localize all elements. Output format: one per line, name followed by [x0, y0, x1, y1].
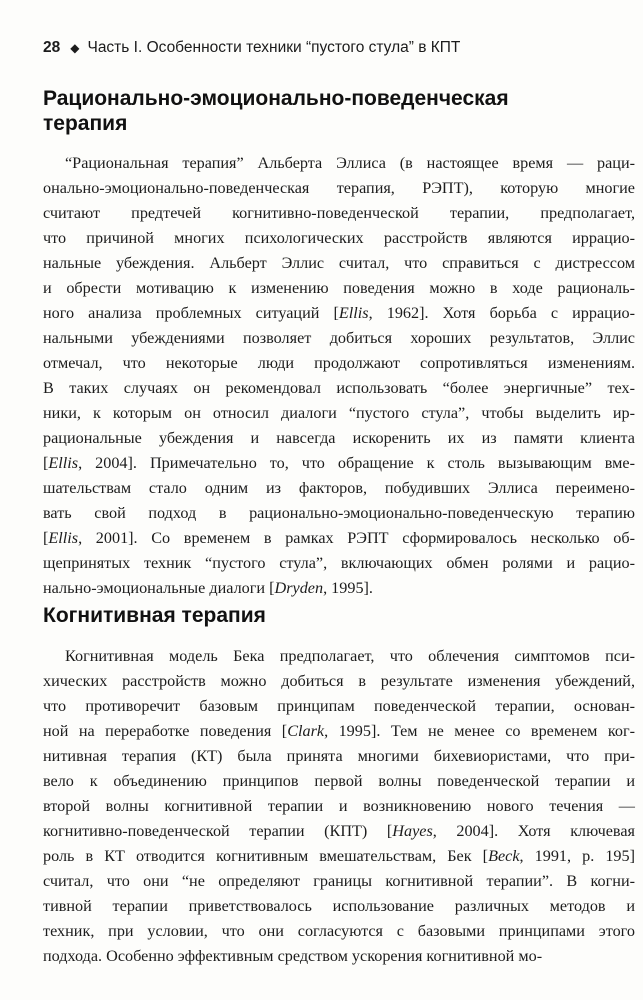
text-line: онально-эмоционально-поведенческая терапия, РЭПТ), которую многие: [43, 179, 635, 197]
page-number: 28: [43, 39, 61, 56]
text-line: вать свой подход в рационально-эмоционально-поведенческую терапию: [43, 504, 635, 522]
text-line: рациональные убеждения и навсегда искоренить их из памяти клиента: [43, 429, 635, 447]
text-line: ного анализа проблемных ситуаций [Ellis, 1962]. Хотя борьба с иррацио-: [43, 304, 635, 322]
text-line: шательствам стало одним из факторов, побудивших Эллиса переимено-: [43, 479, 635, 497]
text-line: [Ellis, 2004]. Примечательно то, что обращение к столь вызывающим вме-: [43, 454, 635, 472]
text-line: нитивная терапия (КТ) была принята многими бихевиористами, что при-: [43, 747, 635, 765]
text-line: считают предтечей когнитивно-поведенческой терапии, предполагает,: [43, 204, 635, 222]
text-line: [Ellis, 2001]. Со временем в рамках РЭПТ сформировалось несколько об-: [43, 529, 635, 547]
text-line: хических расстройств можно добиться в результате изменения убеждений,: [43, 672, 635, 690]
text-line: щепринятых техник “пустого стула”, включающих обмен ролями и рацио-: [43, 554, 635, 572]
text-line: отмечал, что некоторые люди продолжают сопротивляться изменениям.: [43, 354, 635, 372]
text-line: ники, к которым он относил диалоги “пустого стула”, чтобы выделить ир-: [43, 404, 635, 422]
text-line: тивной терапии приветствовалось использование различных методов и: [43, 897, 635, 915]
text-line: считал, что они “не определяют границы когнитивной терапии”. В когни-: [43, 872, 635, 890]
heading-line: Рационально-эмоционально-поведенческая: [43, 87, 509, 110]
section-heading-cognitive-therapy: [43, 603, 266, 628]
text-line: что причиной многих психологических расстройств являются иррацио-: [43, 229, 635, 247]
text-line: ной на переработке поведения [Clark, 1995]. Тем не менее со временем ког-: [43, 722, 635, 740]
heading-line: Когнитивная терапия: [43, 604, 266, 627]
text-line: нальными убеждениями позволяет добиться хороших результатов, Эллис: [43, 329, 635, 347]
text-line: что противоречит базовым принципам поведенческой терапии, основан-: [43, 697, 635, 715]
running-head: [43, 38, 623, 58]
text-line: второй волны когнитивной терапии и возникновению нового течения —: [43, 797, 635, 815]
paragraph-cognitive-therapy: [43, 644, 635, 969]
text-line: роль в КТ отводится когнитивным вмешательствам, Бек [Beck, 1991, p. 195]: [43, 847, 635, 865]
text-line: и обрести мотивацию к изменению поведения можно в ходе рациональ-: [43, 279, 635, 297]
text-line: “Рациональная терапия” Альберта Эллиса (в настоящее время — раци-: [65, 154, 635, 172]
text-line: техник, при условии, что они согласуются с базовыми принципами этого: [43, 922, 635, 940]
text-line: вело к объединению принципов первой волны поведенческой терапии и: [43, 772, 635, 790]
text-line: когнитивно-поведенческой терапии (КПТ) [Hayes, 2004]. Хотя ключевая: [43, 822, 635, 840]
diamond-separator-icon: ◆: [70, 41, 80, 55]
text-line: нальные убеждения. Альберт Эллис считал, что справиться с дистрессом: [43, 254, 635, 272]
heading-line: терапия: [43, 112, 128, 135]
chapter-title: Часть I. Особенности техники “пустого стула” в КПТ: [87, 39, 461, 56]
paragraph-rebt: [43, 151, 635, 601]
text-line: В таких случаях он рекомендовал использовать “более энергичные” тех-: [43, 379, 635, 397]
text-line: Когнитивная модель Бека предполагает, что облечения симптомов пси-: [65, 647, 635, 665]
text-line: подхода. Особенно эффективным средством ускорения когнитивной мо-: [43, 947, 543, 965]
section-heading-rebt: [43, 86, 509, 136]
text-line: нально-эмоциональные диалоги [Dryden, 1995].: [43, 579, 373, 597]
